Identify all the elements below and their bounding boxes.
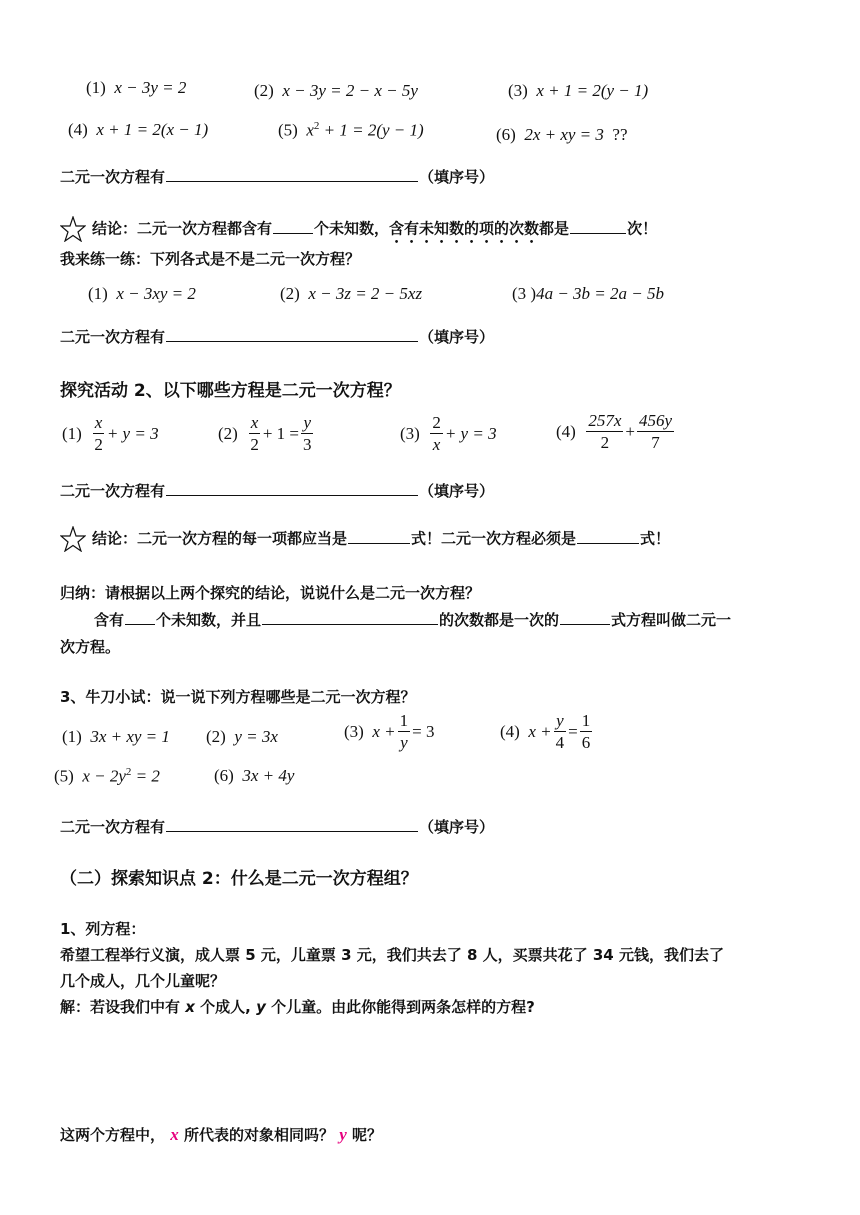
problem-line-1: 希望工程举行义演，成人票 5 元，儿童票 3 元，我们共去了 8 人，买票共花了 34 元钱，我们去了 bbox=[60, 946, 724, 964]
practice-eq-3: (3 )4a − 3b = 2a − 5b bbox=[512, 284, 664, 303]
activity2-eq-1: (1) $\frac{x}{2}$ + y = 3 bbox=[62, 413, 159, 454]
activity2-eq-3: (3) $\frac{2}{x}$ + y = 3 bbox=[400, 413, 497, 454]
question-line: 这两个方程中， x 所代表的对象相同吗？ y 呢？ bbox=[60, 1125, 383, 1144]
star-icon bbox=[60, 526, 86, 552]
trial-eq-2: (2) y = 3x bbox=[206, 727, 278, 746]
eq-4: (4) x + 1 = 2(x − 1) bbox=[68, 120, 209, 139]
trial-eq-5: (5) $x - 2y^2 = 2$ bbox=[54, 766, 160, 786]
conclusion-1: 结论：二元一次方程都含有 个未知数，含有未知数的项的次数都是 次！ bbox=[60, 216, 657, 247]
trial-eq-3: (3) x + $\frac{1}{y}$ = 3 bbox=[344, 711, 435, 752]
practice-eq-2: (2) x − 3z = 2 − 5xz bbox=[280, 284, 423, 303]
summary-line: 含有 个未知数，并且 的次数都是一次的 式方程叫做二元一 bbox=[94, 611, 732, 629]
star-icon bbox=[60, 216, 86, 242]
activity2-title: 探究活动 2、以下哪些方程是二元一次方程？ bbox=[60, 381, 401, 401]
activity2-eq-4: (4) $\frac{257x}{2}$ + $\frac{456y}{7}$ bbox=[556, 411, 673, 452]
answer-line-4: 二元一次方程有 （填序号） bbox=[60, 818, 495, 836]
eq-2: (2) x − 3y = 2 − x − 5y bbox=[254, 81, 418, 100]
eq-5: (5) $x^2 + 1 = 2(y - 1)$ bbox=[278, 120, 424, 140]
practice-title: 我来练一练：下列各式是不是二元一次方程？ bbox=[60, 250, 361, 268]
conclusion-2: 结论：二元一次方程的每一项都应当是 式！二元一次方程必须是 式！ bbox=[60, 526, 670, 552]
part2-title: （二）探索知识点 2：什么是二元一次方程组？ bbox=[60, 869, 418, 889]
summary-line-2: 次方程。 bbox=[60, 638, 121, 656]
eq-3: (3) x + 1 = 2(y − 1) bbox=[508, 81, 649, 100]
summary-title: 归纳：请根据以上两个探究的结论，说说什么是二元一次方程？ bbox=[60, 584, 481, 602]
answer-line-2: 二元一次方程有 （填序号） bbox=[60, 328, 495, 346]
answer-line-1: 二元一次方程有 （填序号） bbox=[60, 168, 495, 186]
solution-line: 解：若设我们中有 x 个成人, y 个儿童。由此你能得到两条怎样的方程? bbox=[60, 998, 535, 1016]
part2-sub: 1、列方程： bbox=[60, 920, 146, 938]
answer-line-3: 二元一次方程有 （填序号） bbox=[60, 482, 495, 500]
practice-eq-1: (1) x − 3xy = 2 bbox=[88, 284, 196, 303]
trial-eq-6: (6) 3x + 4y bbox=[214, 766, 295, 785]
trial-eq-1: (1) 3x + xy = 1 bbox=[62, 727, 170, 746]
activity2-eq-2: (2) $\frac{x}{2}$ + 1 = $\frac{y}{3}$ bbox=[218, 413, 312, 454]
trial-eq-4: (4) x + $\frac{y}{4}$ = $\frac{1}{6}$ bbox=[500, 711, 591, 752]
eq-6: (6) 2x + xy = 3 ?? bbox=[496, 125, 628, 144]
eq-1: (1) x − 3y = 2 bbox=[86, 78, 187, 97]
trial-title: 3、牛刀小试：说一说下列方程哪些是二元一次方程？ bbox=[60, 688, 416, 706]
problem-line-2: 几个成人，几个儿童呢？ bbox=[60, 972, 226, 990]
